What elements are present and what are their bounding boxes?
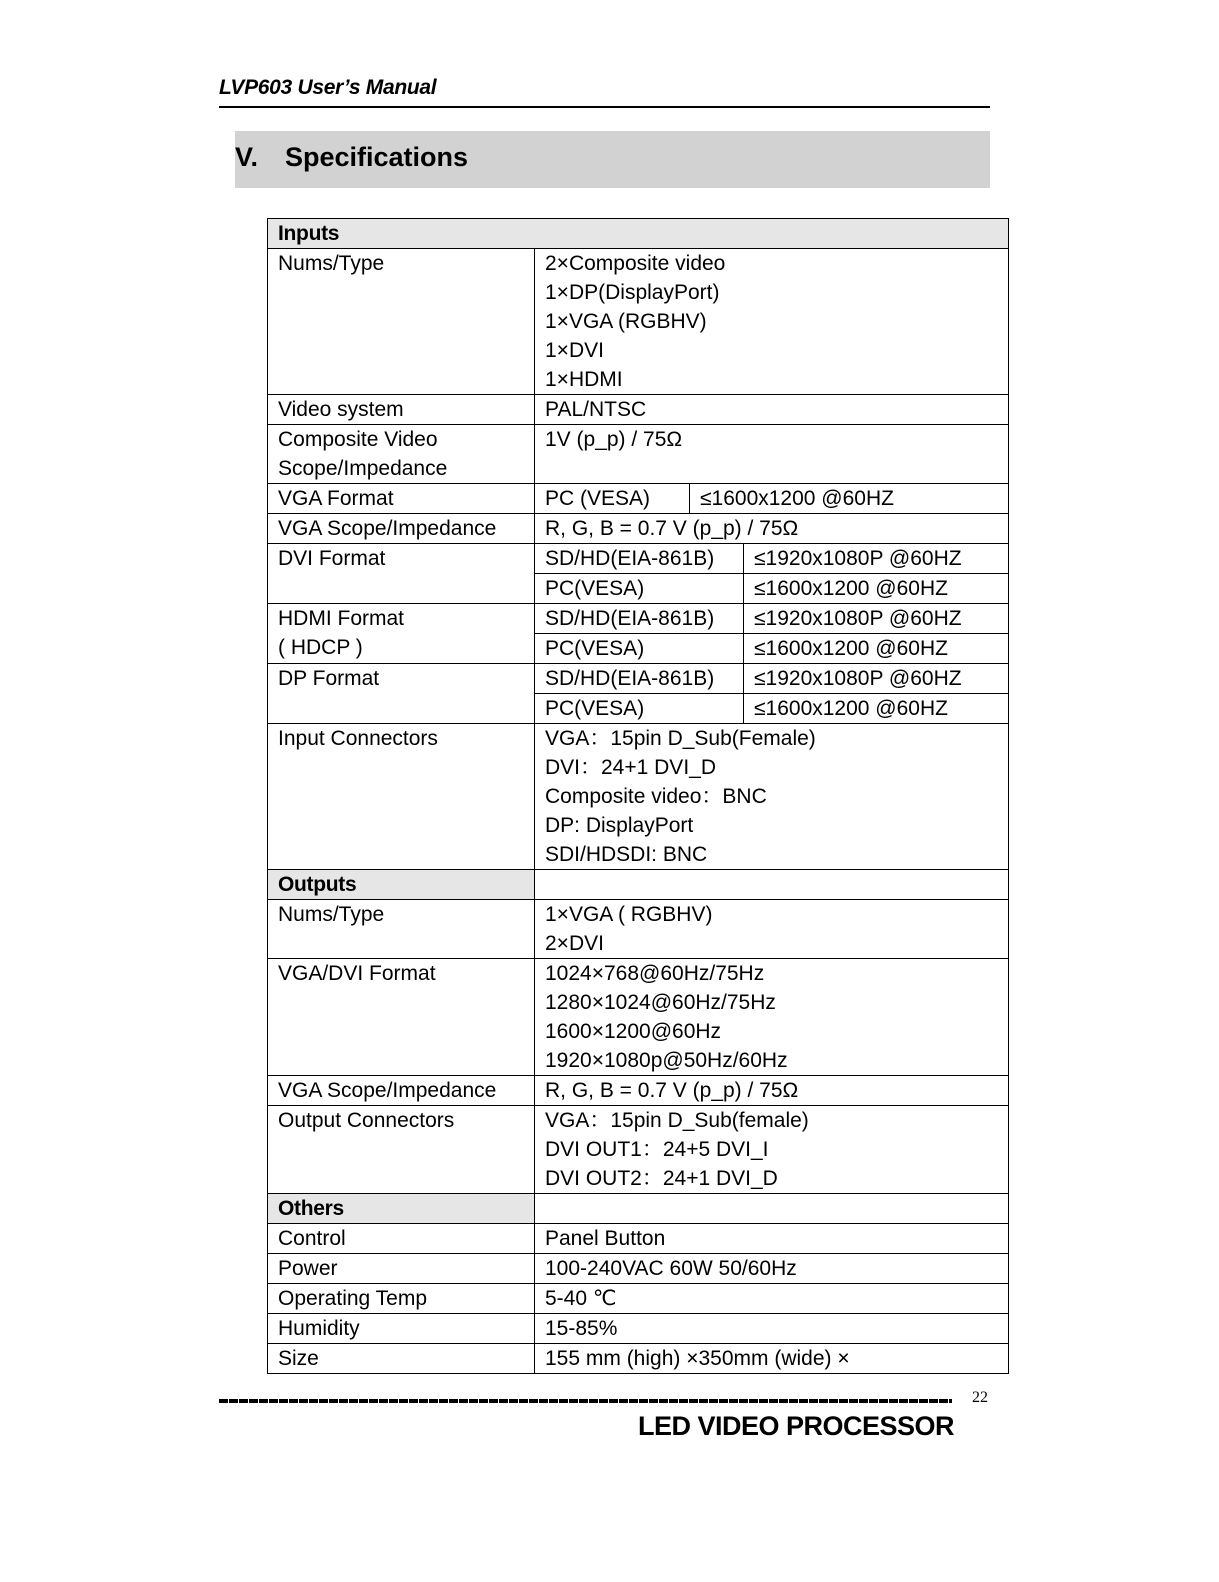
spec-label: Output Connectors — [268, 1106, 535, 1194]
spec-value-line: 1024×768@60Hz/75Hz — [545, 962, 765, 985]
spec-value: 100-240VAC 60W 50/60Hz — [535, 1254, 1009, 1284]
spec-value — [535, 900, 1009, 959]
spec-value-line: DVI OUT1：24+5 DVI_I — [545, 1138, 769, 1161]
table-row — [268, 870, 1009, 900]
table-row — [268, 664, 1009, 694]
section-title: Specifications — [285, 142, 469, 172]
table-row — [268, 1254, 1009, 1284]
section-number: V. — [235, 142, 259, 172]
spec-value-line: VGA：15pin D_Sub(female) — [545, 1109, 809, 1132]
spec-label-line: HDMI Format — [278, 607, 404, 630]
spec-value-line: DP: DisplayPort — [545, 814, 694, 837]
table-row — [268, 724, 1009, 870]
table-row — [268, 1284, 1009, 1314]
table-row — [268, 514, 1009, 544]
outputs-heading: Outputs — [268, 870, 535, 900]
others-heading: Others — [268, 1194, 535, 1224]
table-row — [268, 1344, 1009, 1374]
spec-label — [268, 604, 535, 664]
table-row — [268, 484, 1009, 514]
spec-value-line: 1×DP(DisplayPort) — [545, 281, 720, 304]
footer-rule — [219, 1399, 952, 1403]
header-rule — [219, 106, 990, 108]
format-value: ≤1920x1080P @60HZ — [744, 664, 1009, 694]
table-row — [268, 544, 1009, 574]
spec-value: R, G, B = 0.7 V (p_p) / 75Ω — [535, 1076, 1009, 1106]
spec-label: Control — [268, 1224, 535, 1254]
spec-value-line: 1920×1080p@50Hz/60Hz — [545, 1049, 788, 1072]
format-type: PC(VESA) — [535, 574, 744, 604]
spec-value — [535, 249, 1009, 395]
manual-title: LVP603 User’s Manual — [219, 76, 437, 99]
format-value: ≤1600x1200 @60HZ — [744, 634, 1009, 664]
spec-value-line: SDI/HDSDI: BNC — [545, 843, 708, 866]
table-row — [268, 425, 1009, 484]
spec-value-line: 1280×1024@60Hz/75Hz — [545, 991, 776, 1014]
table-row — [268, 959, 1009, 1076]
spec-value: PAL/NTSC — [535, 395, 1009, 425]
table-row — [268, 249, 1009, 395]
spec-value-line: Composite video：BNC — [545, 785, 767, 808]
spec-label: VGA/DVI Format — [268, 959, 535, 1076]
empty-cell — [535, 870, 1009, 900]
table-row — [268, 900, 1009, 959]
spec-value-line: DVI：24+1 DVI_D — [545, 756, 716, 779]
format-type: PC(VESA) — [535, 634, 744, 664]
spec-label: Nums/Type — [268, 249, 535, 395]
spec-value: 15-85% — [535, 1314, 1009, 1344]
spec-label: Humidity — [268, 1314, 535, 1344]
spec-label-line: Composite Video — [278, 428, 438, 451]
spec-label: Operating Temp — [268, 1284, 535, 1314]
table-row — [268, 395, 1009, 425]
spec-value-line: 2×DVI — [545, 932, 604, 955]
format-type: SD/HD(EIA-861B) — [535, 664, 744, 694]
spec-value-line: 1×HDMI — [545, 368, 623, 391]
format-value: ≤1600x1200 @60HZ — [744, 574, 1009, 604]
spec-label: Nums/Type — [268, 900, 535, 959]
spec-value — [535, 1106, 1009, 1194]
table-row — [268, 604, 1009, 634]
spec-label: Size — [268, 1344, 535, 1374]
spec-value: Panel Button — [535, 1224, 1009, 1254]
format-value: ≤1600x1200 @60HZ — [690, 484, 1009, 514]
specifications-table — [267, 218, 1009, 1374]
format-value: ≤1920x1080P @60HZ — [744, 544, 1009, 574]
spec-label: Video system — [268, 395, 535, 425]
spec-label: VGA Scope/Impedance — [268, 514, 535, 544]
format-type: PC (VESA) — [535, 484, 690, 514]
format-type: SD/HD(EIA-861B) — [535, 604, 744, 634]
spec-value-line: DVI OUT2：24+1 DVI_D — [545, 1167, 778, 1190]
spec-value: R, G, B = 0.7 V (p_p) / 75Ω — [535, 514, 1009, 544]
spec-label: VGA Scope/Impedance — [268, 1076, 535, 1106]
spec-label: Input Connectors — [268, 724, 535, 870]
inputs-heading: Inputs — [268, 219, 1009, 249]
spec-label — [268, 425, 535, 484]
spec-value-line: 1600×1200@60Hz — [545, 1020, 722, 1043]
spec-value-line: 1×VGA ( RGBHV) — [545, 903, 713, 926]
spec-value-line: 2×Composite video — [545, 252, 726, 275]
spec-value-line: 1×DVI — [545, 339, 604, 362]
format-type: SD/HD(EIA-861B) — [535, 544, 744, 574]
format-value: ≤1600x1200 @60HZ — [744, 694, 1009, 724]
table-row — [268, 1314, 1009, 1344]
spec-label-line: Scope/Impedance — [278, 457, 448, 480]
spec-value — [535, 724, 1009, 870]
table-row — [268, 1224, 1009, 1254]
footer-brand: LED VIDEO PROCESSOR — [638, 1411, 955, 1441]
table-row — [268, 1194, 1009, 1224]
spec-value — [535, 959, 1009, 1076]
spec-label-line: ( HDCP ) — [278, 636, 363, 659]
spec-label: Power — [268, 1254, 535, 1284]
spec-value: 155 mm (high) ×350mm (wide) × — [535, 1344, 1009, 1374]
table-row — [268, 219, 1009, 249]
spec-label: DVI Format — [268, 544, 535, 604]
page-number: 22 — [972, 1389, 988, 1406]
table-row — [268, 1076, 1009, 1106]
table-row — [268, 1106, 1009, 1194]
empty-cell — [535, 1194, 1009, 1224]
spec-label: DP Format — [268, 664, 535, 724]
format-value: ≤1920x1080P @60HZ — [744, 604, 1009, 634]
spec-value-line: VGA：15pin D_Sub(Female) — [545, 727, 816, 750]
format-type: PC(VESA) — [535, 694, 744, 724]
spec-value-line: 1×VGA (RGBHV) — [545, 310, 707, 333]
spec-value: 1V (p_p) / 75Ω — [535, 425, 1009, 484]
spec-value: 5-40 ℃ — [535, 1284, 1009, 1314]
spec-label: VGA Format — [268, 484, 535, 514]
